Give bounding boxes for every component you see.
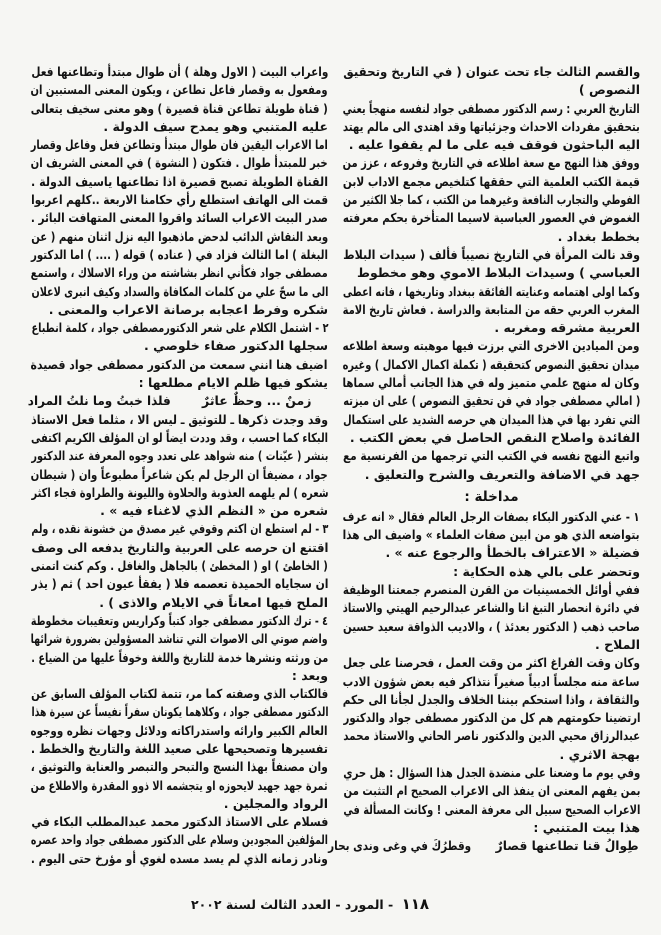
text-line: وبعد النقاش الدائب لدحض ماذهبوا اليه نزل اثنان منهم ( عن [30, 228, 328, 244]
text-line: ارتضينا حكومتهم هم كل من الدكتور مصطفى جواد والدكتور [342, 710, 640, 726]
text-line: التي تفرد بها في هذا الميدان هي حرصه الشديد على استكمال [343, 411, 640, 427]
text-line: وتحضر على بالي هذه الحكاية : [453, 563, 640, 579]
text-line: تفسيرها وتصحيحها على صعيد اللغة والتاريخ والخطط . [30, 740, 328, 756]
text-line: وان مصنفاً بهذا النسج والتبحر والتبصر والعناية والتوثيق ، [30, 759, 328, 775]
text-line: الدكتور مصطفى جواد ، وكلاهما يكونان سفراً نفيساً عن سيرة هذا [30, 704, 328, 720]
section-heading: مداخلة : [464, 488, 519, 505]
text-line: قمت الى الهاتف استطلع رأي حكامنا الاربعة ..كلهم اعربوا [31, 192, 328, 208]
text-line: ( الخاطئ ) او ( المخطئ ) بالجاهل والغافل . وكم كنت اتمنى [31, 558, 328, 574]
text-line: بتحقيق مفردات الاحداث وجزئياتها وقد اهتدى الى مالم يهتد [342, 118, 640, 134]
verse-hemistich: طِوالُ قنا تطاعنها قصارٌ [495, 838, 639, 854]
text-line: بتواضعه الذي هو من ابين صفات العلماء » واضيف الى هذا [343, 527, 640, 543]
text-line: صدر البيت الاعراب السائد واقروا المعنى المتهافت البائر . [30, 210, 328, 226]
text-line: جهد في الاضافة والتعريف والشرح والتعليق . [364, 466, 640, 482]
text-line: بخطط بغداد . [557, 228, 640, 244]
text-line: شعره من « النظم الذي لاغناء فيه » . [100, 503, 328, 519]
text-line: الرواد والمجلين . [223, 795, 328, 811]
text-line: ووفق هذا النهج مع سعة اطلاعه في التاريخ وفروعه ، عزز من [342, 155, 640, 171]
text-line: وكان وقت الفراغ اكثر من وقت العمل ، فحرصنا على جعل [342, 655, 640, 671]
text-line: واعراب البيت ( الاول وهلة ) أن طوال مبتدأ وتطاعنها فعل [31, 64, 328, 79]
running-title: - المورد - العدد الثالث لسنة ٢٠٠٢ [190, 897, 394, 912]
verse-hemistich: وقطرُكَ في وغى وندى بحار [328, 838, 472, 854]
text-line: ثمرة جهد جهيد لايحوزه او يتجشمه الا ذوو المقدرة والاطلاع من [31, 777, 328, 793]
text-line: البكاء كما احسب ، وقد وددت ايضاً لو ان المؤلف الكريم اكتفى [30, 429, 328, 445]
text-line: بنشر ( عيّنات ) منه شواهد على تعدد وجوه المعرفة عند الدكتور [30, 448, 328, 464]
text-line: ومن الميادين الاخرى التي برزت فيها موهبته وسعة اطلاعه [342, 338, 640, 354]
text-line: من ورثته ونشرها خدمة للتاريخ واللغة وخوفاً عليها من الضياع . [30, 649, 328, 665]
text-line: وكما اولى اهتمامه وعنايته الفائقة ببغداد وتاريخها ، فانه اعطى [342, 283, 640, 299]
right-column [328, 63, 640, 855]
text-line: الملاح . [595, 636, 640, 652]
text-line: بمن يفهم المعنى ان ينفذ الى الاعراب الصحيح ام التثبت من [342, 783, 640, 799]
text-line: ساعة منه مجلساً ادبياً صغيراً نتذاكر فيه بعض شؤون الادب [342, 673, 640, 689]
page-footer [190, 893, 430, 915]
text-line: ٤ - ترك الدكتور مصطفى جواد كتباً وكراريس وتعقيبات مخطوطة [30, 612, 328, 628]
text-line: ١ - عني الدكتور البكاء بصفات الرجل العالم فقال « انه عرف [342, 508, 640, 524]
text-line: فالكتاب الذي وصفته كما مر، تتمة لكتاب المؤلف السابق عن [31, 686, 328, 702]
text-line: ونادر زمانه الذي لم يسد مسده لغوي أو مؤرخ حتى اليوم . [31, 850, 328, 866]
text-line: ( قناة طويلة تطاعن قناة قصيرة ) وهو معنى سخيف يتعالى [30, 100, 328, 116]
text-line: وقد وجدت ذكرها ـ للتوثيق ـ ليس الا ، مثلما فعل الاستاذ [30, 411, 328, 427]
text-line: التاريخ العربي : رسم الدكتور مصطفى جواد لنفسه منهجاً يعني [342, 100, 640, 116]
text-line: المغرب العربي حقه من المتابعة والدراسة . فعاش تاريخ الامة [343, 301, 640, 317]
text-line: في دائرة انحصار التبغ انا والشاعر عبدالرحيم الهيتي والاستاذ [343, 600, 640, 616]
text-line: وفي يوم ما وضعنا على منضدة الجدل هذا السؤال : هل حري [342, 764, 640, 780]
text-line: واضم صوتي الى الاصوات التي تناشد المسؤولين بضرورة شرائها [31, 631, 328, 647]
text-line: ٢ - اشتمل الكلام على شعر الدكتورمصطفى جواد ، كلمة انطباع [30, 320, 328, 336]
text-line: عليه المتنبي وهو يمدح سيف الدولة . [103, 118, 328, 134]
text-line: الغموض في العصور العباسية لاسيما المتأخرة بحكم معرفته [343, 210, 640, 226]
text-line: ففي أوائل الخمسينيات من القرن المنصرم جمعتنا الوظيفة [342, 582, 640, 598]
text-line: وبعد : [291, 667, 328, 683]
text-line: شعره ) لم يلهمه العذوبة والحلاوة والليونة والطراوة فجاء اكثر [30, 484, 328, 500]
text-line: فسلام على الاستاذ الدكتور محمد عبدالمطلب البكاء في [30, 814, 328, 830]
page-number: ١١٨ [401, 895, 430, 913]
verse-line [27, 392, 328, 410]
text-line: جواد ، مضيفاً ان الرجل لم يكن شاعراً مطبوعاً وان ( شيطان [30, 466, 328, 482]
text-line: القناة الطويلة تصبح قصيرة اذا تطاعنها ياسيف الدولة . [30, 173, 328, 189]
text-line: يشكو فيها ظلم الايام مطلعها : [138, 375, 328, 391]
text-line: المؤلفين المجودين وسلام على الدكتور مصطفى جواد واحد عصره [30, 832, 328, 848]
text-line: الملح فيها امعاناً في الايلام والاذى ) . [99, 594, 328, 610]
text-line: والقسم الثالث جاء تحت عنوان ( في التاريخ وتحقيق [342, 64, 640, 79]
text-line: ومفعول به وقصار فاعل تطاعن ، ويكون المعنى المستبين ان [30, 82, 328, 98]
text-line: العباسي ) وسيدات البلاط الاموي وهو مخطوط [356, 265, 640, 281]
text-line: وقد نالت المرأة في التاريخ نصيباً فألف ( سيدات البلاط [343, 246, 640, 262]
text-line: الاعراب الصحيح سبيل الى معرفة المعنى ! وكانت المسألة في [343, 801, 640, 817]
text-line: الفوطي والتجارب النافعة وغيرهما من الكتب ، كما جلا الكثير من [343, 192, 640, 208]
text-line: واتبع النهج نفسه في الكتب التي ترجمها من الفرنسية مع [342, 448, 640, 464]
text-line: اضيف هنا انني سمعت من الدكتور مصطفى جواد قصيدة [30, 356, 328, 372]
verse-hemistich: فلذا خبتُ وما نلتُ المراد [27, 393, 171, 409]
text-line: البغلة ) اما الثالث فزاد في ( عناده ) قوله ( .... ) اما الدكتور [31, 246, 328, 262]
verse-hemistich: زمنٌ ... وحظٌ عاثرٌ [202, 393, 312, 409]
left-column [27, 63, 328, 868]
text-line: عبدالرزاق محيي الدين والدكتور ناصر الحاني والاستاذ محمد [342, 728, 640, 744]
text-line: الفائدة واصلاح النقص الحاصل في بعض الكتب . [349, 429, 640, 445]
text-line: والثقافة ، واذا استحكم بيننا الخلاف والجدل لجأنا الى حكم [343, 691, 640, 707]
text-line: العالم الكبير وارائه واستدراكاته ودلائل وجهات نظره ووجوه [31, 722, 328, 738]
text-line: اما الاعراب اليقين فان طوال مبتدأ وتطاعن فعل وفاعل وقصار [30, 137, 328, 153]
text-line: قيمة الكتب العلمية التي حققها كتلخيص مجمع الاداب لابن [342, 173, 640, 189]
verse-line [328, 837, 640, 855]
text-line: خبر للمبتدأ طوال . فتكون ( النشوة ) في المعنى الشريف ان [30, 155, 328, 171]
text-line: ٣ - لم استطع ان اكتم وقوفي غير مصدق من خشونة نقده ، ولم [30, 521, 328, 537]
text-line: وكان له منهج علمي متميز وله في هذا الجانب أمالي سماها [343, 375, 640, 391]
text-line: شكره وفرط اعجابه برصانة الاعراب والمعنى . [48, 301, 328, 317]
text-line: فضيلة « الاعتراف بالخطأ والرجوع عنه » . [385, 545, 640, 561]
text-line: اليه الباحثون فوقف فيه على ما لم يقفوا عليه . [348, 137, 640, 153]
text-line: اقتنع ان حرصه على العربية والتاريخ يدفعه الى وصف [30, 539, 328, 555]
text-line: ان سجاياه الحميدة تعصمه فلا ( يفقأ عيون احد ) ثم ( يذر [31, 576, 328, 592]
text-line: ( امالي مصطفى جواد في فن تحقيق النصوص ) على ان ميزته [343, 393, 640, 409]
text-line: النصوص ) [578, 82, 640, 98]
text-line: الى ما سحّ علي من كلمات المكافاة والسداد وكيف انبرى لاعلان [30, 283, 328, 299]
text-line: ميدان تحقيق النصوص كتحقيقه ( تكملة اكمال الاكمال ) وغيره [342, 356, 640, 372]
text-line: سجلها الدكتور صفاء خلوصي . [144, 338, 328, 354]
text-line: العربية مشرقه ومغربه . [494, 320, 640, 336]
text-line: مصطفى جواد فكأني انظر بشاشته من وراء الاسلاك ، واستمع [30, 265, 328, 281]
text-line: هذا بيت المتنبي : [533, 819, 640, 835]
text-line: بهجة الاثري . [559, 746, 640, 762]
text-line: صاحب ذهب ( الدكتور بعدئذ ) ، والاديب الذواقة سعيد حسين [342, 618, 640, 634]
